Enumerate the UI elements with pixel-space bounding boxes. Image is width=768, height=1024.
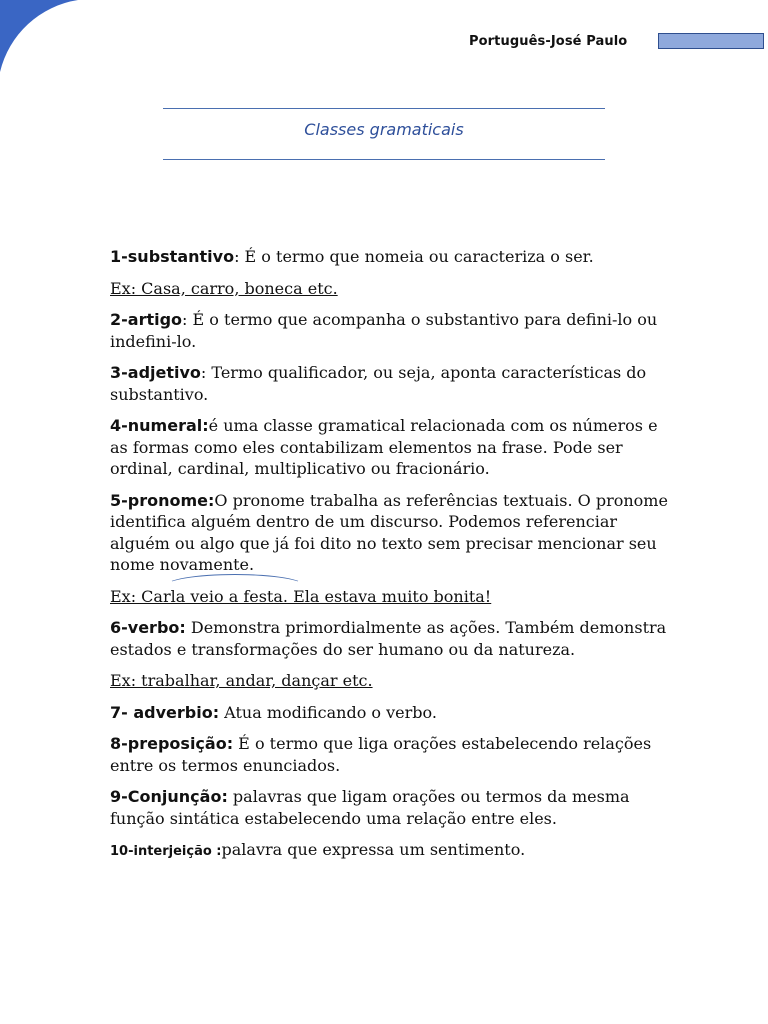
entry-artigo xyxy=(110,309,670,352)
entry-substantivo xyxy=(110,246,670,268)
entry-text: Atua modificando o verbo. xyxy=(219,702,437,722)
example-substantivo: Ex: Casa, carro, boneca etc. xyxy=(110,278,338,298)
entry-term: 8-preposição: xyxy=(110,734,234,753)
entry-term: 6-verbo: xyxy=(110,618,186,637)
title-top-rule xyxy=(163,108,605,109)
entry-term: 3-adjetivo xyxy=(110,363,201,382)
entry-text: : É o termo que acompanha o substantivo para defini-lo ou indefini-lo. xyxy=(110,310,658,351)
entry-text: O pronome trabalha as referências textuais. O pronome identifica alguém dentro de um discurso. Podemos referenciar alguém ou algo que já foi dito no texto sem precisar mencionar seu nome novamente. xyxy=(110,490,668,574)
entry-text: É o termo que liga orações estabelecendo relações entre os termos enunciados. xyxy=(110,734,652,775)
document-title: Classes gramaticais xyxy=(304,120,464,139)
entry-term: 10-interjeição : xyxy=(110,844,222,859)
header-title: Português-José Paulo xyxy=(469,34,628,49)
entry-preposicao xyxy=(110,733,670,776)
entry-conjuncao xyxy=(110,786,670,829)
entry-text: é uma classe gramatical relacionada com os números e as formas como eles contabilizam elementos na frase. Pode ser ordinal, cardinal, multiplicativo ou fracionário. xyxy=(110,416,658,478)
entry-interjeicao xyxy=(110,839,670,863)
entry-adverbio xyxy=(110,702,670,724)
entry-verbo xyxy=(110,617,670,660)
entry-adjetivo xyxy=(110,362,670,405)
title-bottom-rule xyxy=(163,159,605,160)
annotation-oval xyxy=(165,574,305,598)
example-pronome-wrap xyxy=(110,586,670,608)
header-color-bar xyxy=(658,33,764,49)
entry-term: 2-artigo xyxy=(110,310,183,329)
entry-numeral xyxy=(110,415,670,480)
entry-pronome xyxy=(110,490,670,576)
entry-text: : É o termo que nomeia ou caracteriza o ser. xyxy=(234,247,594,266)
example-pronome: Ex: Carla veio a festa. Ela estava muito bonita! xyxy=(110,586,492,606)
entry-term: 7- adverbio: xyxy=(110,702,220,722)
entry-term: 5-pronome: xyxy=(110,490,215,510)
entry-term: 1-substantivo xyxy=(110,247,235,266)
entry-text: palavra que expressa um sentimento. xyxy=(221,840,526,859)
entry-text: : Termo qualificador, ou seja, aponta características do substantivo. xyxy=(110,363,647,404)
document-body xyxy=(110,246,670,873)
entry-text: Demonstra primordialmente as ações. Também demonstra estados e transformações do ser humano ou da natureza. xyxy=(110,618,667,659)
example-verbo: Ex: trabalhar, andar, dançar etc. xyxy=(110,671,373,690)
entry-text: palavras que ligam orações ou termos da mesma função sintática estabelecendo uma relação entre eles. xyxy=(110,787,630,828)
decorative-corner-arc xyxy=(0,0,80,80)
entry-term: 4-numeral: xyxy=(110,416,209,435)
entry-term: 9-Conjunção: xyxy=(110,787,228,806)
